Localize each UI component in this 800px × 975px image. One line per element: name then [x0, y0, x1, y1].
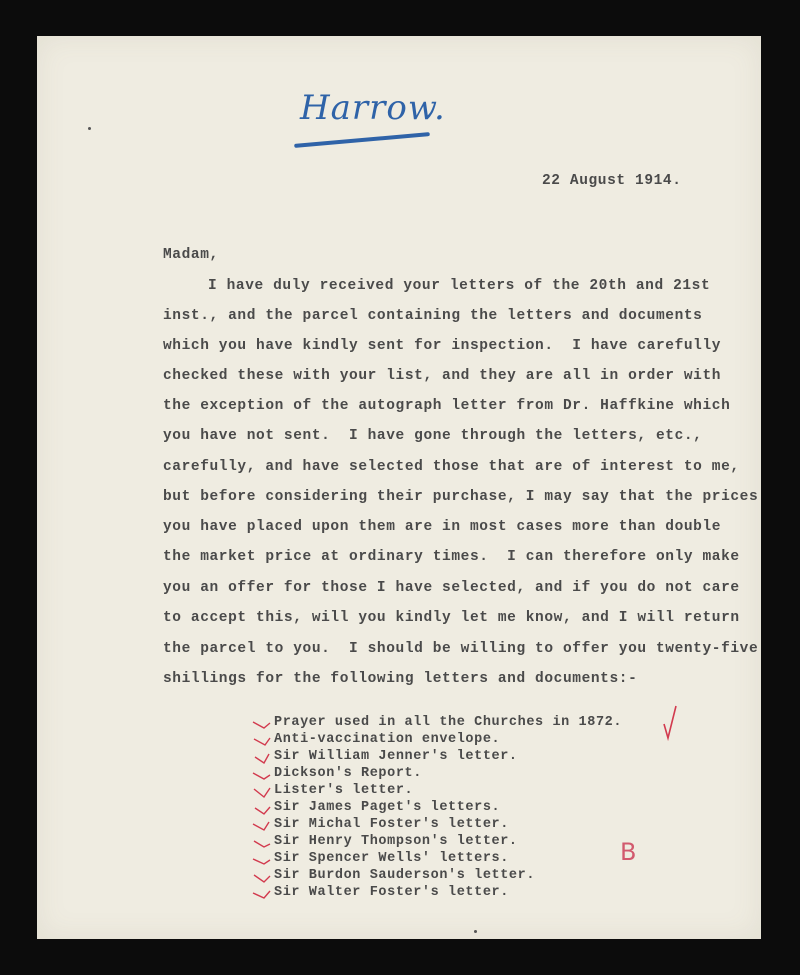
body-line: you an offer for those I have selected, and if you do not care [163, 580, 740, 596]
check-mark-icon [252, 753, 272, 765]
body-line: you have not sent. I have gone through the letters, etc., [163, 428, 703, 444]
list-item: Sir William Jenner's letter. [274, 749, 518, 764]
list-item: Sir Henry Thompson's letter. [274, 834, 518, 849]
body-line: inst., and the parcel containing the letters and documents [163, 308, 703, 324]
check-mark-icon [252, 821, 272, 833]
list-item: Sir Michal Foster's letter. [274, 817, 509, 832]
body-line: the exception of the autograph letter from Dr. Haffkine which [163, 398, 731, 414]
speck-mark [474, 930, 477, 933]
body-line: the parcel to you. I should be willing to offer you twenty-five [163, 641, 759, 657]
list-item: Sir James Paget's letters. [274, 800, 501, 815]
body-line: you have placed upon them are in most cases more than double [163, 519, 722, 535]
check-mark-icon [252, 719, 272, 731]
list-item: Sir Burdon Sauderson's letter. [274, 868, 536, 883]
check-mark-icon [252, 787, 272, 799]
body-line: the market price at ordinary times. I can therefore only make [163, 549, 740, 565]
check-mark-icon [252, 736, 272, 748]
list-item: Dickson's Report. [274, 766, 422, 781]
list-item: Sir Walter Foster's letter. [274, 885, 509, 900]
body-line: which you have kindly sent for inspection. I have carefully [163, 338, 722, 354]
list-item: Lister's letter. [274, 783, 414, 798]
check-mark-icon [252, 855, 272, 867]
check-mark-icon [252, 804, 272, 816]
check-mark-icon [252, 889, 272, 901]
speck-mark [88, 127, 91, 130]
body-line: checked these with your list, and they are all in order with [163, 368, 722, 384]
list-item: Prayer used in all the Churches in 1872. [274, 715, 623, 730]
handwritten-title: Harrow. [300, 88, 446, 128]
body-line: I have duly received your letters of the 20th and 21st [208, 278, 711, 294]
check-mark-icon [252, 838, 272, 850]
body-line: shillings for the following letters and documents:- [163, 671, 638, 687]
letter-date: 22 August 1914. [542, 173, 682, 189]
list-item: Anti-vaccination envelope. [274, 732, 501, 747]
check-mark-icon [252, 872, 272, 884]
body-line: to accept this, will you kindly let me know, and I will return [163, 610, 740, 626]
body-line: carefully, and have selected those that are of interest to me, [163, 459, 740, 475]
margin-check-icon [660, 704, 680, 744]
list-item: Sir Spencer Wells' letters. [274, 851, 509, 866]
margin-letter: B [620, 838, 637, 866]
salutation: Madam, [163, 247, 219, 263]
check-mark-icon [252, 770, 272, 782]
body-line: but before considering their purchase, I may say that the prices [163, 489, 759, 505]
